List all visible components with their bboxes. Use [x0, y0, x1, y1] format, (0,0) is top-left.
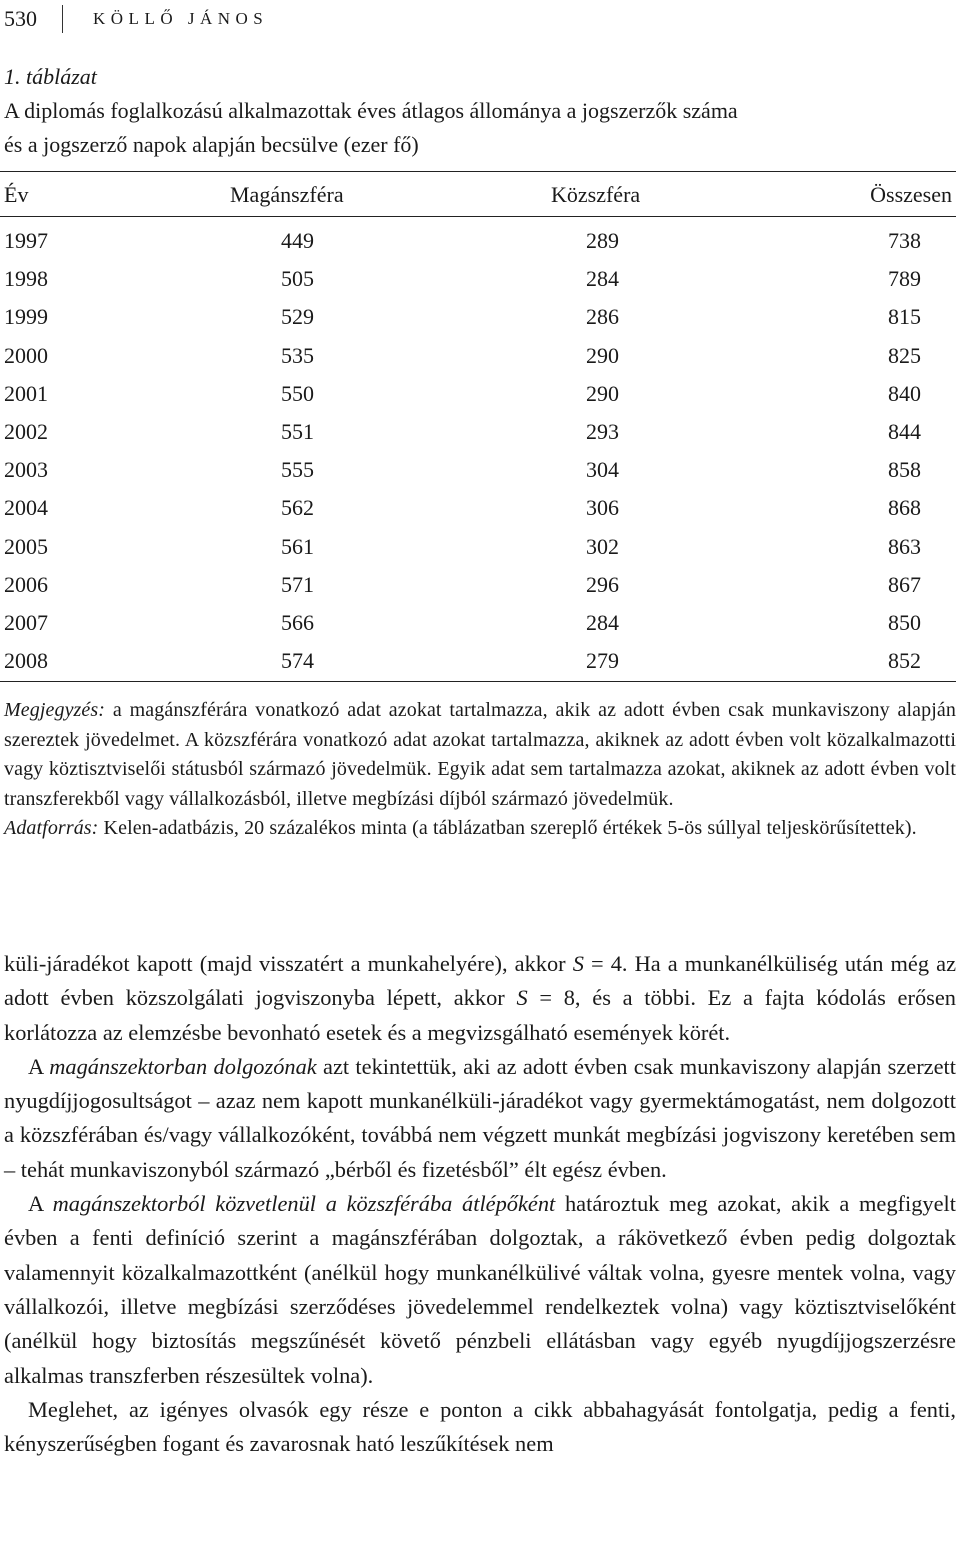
cell-year: 1998 [4, 266, 48, 292]
body-text [4, 947, 956, 1461]
table-row [0, 260, 956, 298]
cell-public: 289 [586, 228, 619, 253]
table-row [0, 604, 956, 642]
cell-year: 2008 [4, 648, 48, 674]
cell-private: 551 [281, 419, 314, 444]
cell-public: 284 [586, 266, 619, 292]
table-caption [4, 60, 954, 162]
cell-year: 2005 [4, 533, 48, 559]
note-label: Megjegyzés: [4, 699, 106, 721]
table-bottom-rule [0, 681, 956, 682]
cell-public: 286 [586, 304, 619, 330]
column-header-public: Közszféra [551, 182, 641, 207]
table-row [0, 222, 956, 260]
cell-year: 2006 [4, 571, 48, 597]
table-row [0, 528, 956, 566]
cell-total: 852 [888, 648, 921, 674]
cell-private: 535 [281, 342, 314, 368]
table-row [0, 566, 956, 604]
p3-defined-term: magánszektorból közvetlenül a közszférába átlépőként [52, 1191, 556, 1217]
cell-total: 825 [888, 342, 921, 368]
cell-total: 850 [888, 610, 921, 635]
paragraph-2 [4, 1050, 956, 1187]
table-label: 1. táblázat [4, 64, 97, 89]
p1-text-b: = 4. Ha a munkanélküliség után még az adott évben közszolgálati jogviszonyba lépett, akkor [4, 951, 957, 1011]
table-row [0, 298, 956, 336]
cell-total: 844 [888, 419, 921, 444]
page-number: 530 [4, 6, 37, 31]
cell-private: 562 [281, 495, 314, 521]
cell-total: 858 [888, 457, 921, 483]
cell-private: 550 [281, 380, 314, 406]
running-head-author: KÖLLŐ JÁNOS [93, 9, 269, 28]
table-row [0, 451, 956, 489]
cell-private: 571 [281, 571, 314, 597]
cell-year: 2002 [4, 419, 48, 444]
table-row [0, 413, 956, 451]
cell-year: 2003 [4, 457, 48, 483]
p2-text-b: azt tekintettük, aki az adott évben csak munkaviszony alapján szerzett nyugdíjjogosultságot – azaz nem kapott munkanélküli-járadékot vagy gyermektámogatást, nem dolgozott a közszférában és/vagy vállalkozóként, továbbá nem végzett munkát megbízási jogviszony keretében sem – tehát munkaviszonyból származó „bérből és fizetésből” élt egész évben. [4, 1053, 956, 1182]
note-text: a magánszférára vonatkozó adat azokat tartalmazza, akik az adott évben csak munkaviszony alapján szereztek jövedelmet. A közszférára vonatkozó adat azokat tartalmazza, akiknek az adott évben volt közalkalmazotti vagy köztisztviselői státusból származó jövedelmük. Egyik adat sem tartalmazza azokat, akiknek az adott évben volt transzferekből vagy vállalkozásból, illetve megbízási díjból származó jövedelmük. [4, 699, 956, 810]
cell-public: 284 [586, 610, 619, 635]
table-notes [4, 696, 956, 844]
cell-public: 304 [586, 457, 619, 483]
paragraph-4: Meglehet, az igényes olvasók egy része e ponton a cikk abbahagyását fontolgatja, pedig a fenti, kényszerűségben fogant és zavarosnak ható leszűkítések nem [4, 1396, 956, 1457]
cell-total: 738 [888, 228, 921, 253]
cell-year: 1999 [4, 304, 48, 330]
cell-year: 2000 [4, 342, 48, 368]
p1-variable-s: S [572, 951, 584, 976]
table-row [0, 642, 956, 680]
table-note [4, 696, 956, 814]
cell-year: 2001 [4, 380, 48, 406]
paragraph-1 [4, 947, 956, 1050]
cell-public: 296 [586, 571, 619, 597]
cell-public: 290 [586, 380, 619, 406]
cell-year: 2007 [4, 610, 48, 635]
cell-year: 1997 [4, 228, 48, 253]
column-header-private: Magánszféra [230, 182, 344, 207]
table-top-rule [0, 171, 956, 172]
p1-variable-s-2: S [516, 985, 528, 1011]
cell-private: 566 [281, 610, 314, 635]
cell-public: 306 [586, 495, 619, 521]
cell-total: 840 [888, 380, 921, 406]
p2-text-a: A [28, 1053, 50, 1079]
cell-private: 574 [281, 648, 314, 674]
cell-public: 293 [586, 419, 619, 444]
cell-private: 555 [281, 457, 314, 483]
table-header-row [0, 176, 956, 214]
column-header-total: Összesen [870, 182, 952, 207]
p1-text-a: küli-járadékot kapott (majd visszatért a munkahelyére), akkor [4, 951, 573, 976]
table-header-rule [0, 216, 956, 217]
cell-public: 290 [586, 342, 619, 368]
table-row [0, 375, 956, 413]
cell-public: 279 [586, 648, 619, 674]
running-header [4, 4, 268, 34]
header-divider [62, 5, 63, 33]
source-text: Kelen-adatbázis, 20 százalékos minta (a táblázatban szereplő értékek 5-ös súllyal teljeskörűsítettek). [98, 817, 917, 840]
cell-total: 867 [888, 571, 921, 597]
table-source [4, 814, 956, 844]
cell-private: 529 [281, 304, 314, 330]
p2-defined-term: magánszektorban dolgozónak [49, 1053, 317, 1079]
cell-total: 789 [888, 266, 921, 292]
source-label: Adatforrás: [4, 817, 99, 840]
cell-private: 561 [281, 533, 314, 559]
p1-text-c: = 8, és a többi. Ez a fajta kódolás erősen korlátozza az elemzésbe bevonható esetek és a megvizsgálható események körét. [4, 985, 956, 1045]
column-header-year: Év [4, 182, 29, 207]
cell-total: 868 [888, 495, 921, 521]
table-title-line-1: A diplomás foglalkozású alkalmazottak éves átlagos állománya a jogszerzők száma [4, 98, 738, 123]
cell-public: 302 [586, 533, 619, 559]
p3-text-a: A [28, 1191, 53, 1217]
p3-text-b: határoztuk meg azokat, akik a megfigyelt évben a fenti definíció szerint a magánszférában dolgoztak, a rákövetkező évben pedig dolgoztak valamennyit közalkalmazottként (anélkül hogy munkanélkülivé váltak volna, gyesre mentek volna, vagy vállalkozói, illetve megbízási szerződéses jövedelemmel rendelkeztek volna) vagy köztisztviselőként (anélkül hogy biztosítás megszűnését követő pénzbeli ellátásban vagy egyéb nyugdíjjogszerzésre alkalmas transzferben részesültek volna). [4, 1191, 956, 1388]
cell-total: 815 [888, 304, 921, 330]
cell-private: 505 [281, 266, 314, 292]
cell-total: 863 [888, 533, 921, 559]
cell-year: 2004 [4, 495, 48, 521]
table-title-line-2: és a jogszerző napok alapján becsülve (ezer fő) [4, 132, 419, 157]
paragraph-3 [4, 1187, 956, 1393]
table-row [0, 337, 956, 375]
cell-private: 449 [281, 228, 314, 253]
table-row [0, 489, 956, 527]
